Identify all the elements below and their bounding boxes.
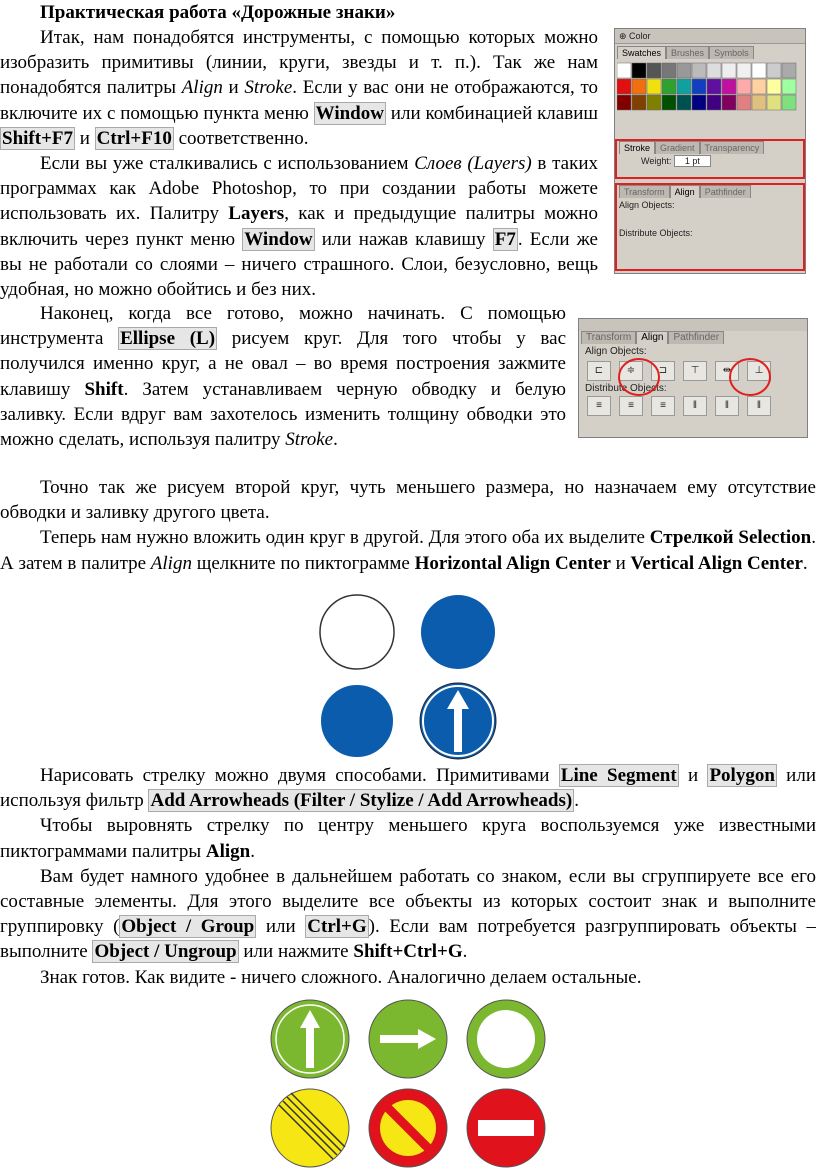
blue-circle: [421, 595, 495, 669]
palette-panel-stack: [614, 28, 806, 274]
highlight-circles: [579, 319, 807, 437]
menu-object-group: Object / Group: [121, 916, 255, 938]
tab-symbols[interactable]: Symbols: [709, 46, 754, 59]
tab-align-large[interactable]: Align: [636, 331, 668, 344]
tab-brushes[interactable]: Brushes: [666, 46, 709, 59]
swatch[interactable]: [767, 95, 781, 110]
vertical-align-center-icon[interactable]: ⇹: [715, 361, 739, 381]
swatch[interactable]: [737, 79, 751, 94]
tab-pathfinder[interactable]: Pathfinder: [700, 185, 751, 198]
swatch[interactable]: [767, 63, 781, 78]
stroke-tabs: [617, 141, 803, 154]
green-arrow-right-sign: [369, 1000, 447, 1078]
swatch[interactable]: [722, 63, 736, 78]
tab-transform[interactable]: Transform: [619, 185, 670, 198]
sign-construction-figure: [316, 590, 500, 762]
swatch[interactable]: [632, 79, 646, 94]
shortcut-ctrl-f10: Ctrl+F10: [96, 127, 172, 149]
paragraph-1: Итак, нам понадобятся инструменты, с помощью которых можно изобразить примитивы (линии, круги, звезды и т. п.). Так же нам понадобятся палитры Align и Stroke. Если у вас они не отображаются, то включите их с помощью пункта меню Window или комбинацией клавиш Shift+F7 и Ctrl+F10 соответственно. Если вы уже сталкивались с использованием Слоев (Layers) в таких программах как Adobe Photoshop, то при создании работы можете использовать их. Палитру Layers, как и предыдущие палитры можно включить через пункт меню Window или нажав клавишу F7 . Если же вы не работали со слоями – ничего страшного. Слои, безусловно, вещь удобная, но можно обойтись и без них.: [0, 27, 598, 301]
tab-align[interactable]: Align: [670, 185, 700, 198]
page-title: Практическая работа «Дорожные знаки»: [40, 2, 396, 23]
red-no-entry-sign: [467, 1089, 545, 1167]
swatch[interactable]: [767, 79, 781, 94]
align-bottom-icon[interactable]: ⊥: [747, 361, 771, 381]
swatch[interactable]: [662, 79, 676, 94]
shortcut-ctrl-g: Ctrl+G: [307, 916, 367, 938]
menu-window-2: Window: [244, 228, 313, 250]
align-objects-label: Align Objects:: [619, 200, 675, 210]
swatch[interactable]: [752, 95, 766, 110]
align-panel-large: [578, 318, 808, 438]
swatch[interactable]: [737, 95, 751, 110]
swatch[interactable]: [707, 79, 721, 94]
align-tabs-small: [617, 185, 803, 198]
swatch[interactable]: [707, 63, 721, 78]
weight-label: Weight:: [641, 156, 672, 166]
swatch[interactable]: [647, 79, 661, 94]
horizontal-align-center-icon[interactable]: ≑: [619, 361, 643, 381]
swatches-tabs: [615, 46, 805, 59]
blue-circle-outlined: [320, 684, 394, 758]
tab-transform-large[interactable]: Transform: [581, 331, 636, 344]
yellow-end-restriction-sign: [271, 1089, 349, 1167]
swatch[interactable]: [707, 95, 721, 110]
align-objects-label-large: Align Objects:: [585, 346, 647, 357]
swatch[interactable]: [662, 63, 676, 78]
swatch[interactable]: [782, 79, 796, 94]
blue-arrow-sign: [420, 683, 496, 759]
tab-stroke[interactable]: Stroke: [619, 141, 655, 154]
tool-ellipse: Ellipse (L): [120, 328, 216, 350]
align-panel-small: [615, 183, 805, 271]
swatch[interactable]: [737, 63, 751, 78]
swatch[interactable]: [677, 79, 691, 94]
swatch[interactable]: [722, 79, 736, 94]
swatch[interactable]: [752, 79, 766, 94]
distribute-hcenter-icon[interactable]: ‖: [715, 396, 739, 416]
weight-input[interactable]: 1 pt: [674, 155, 711, 167]
swatch[interactable]: [632, 63, 646, 78]
swatch[interactable]: [617, 95, 631, 110]
align-right-icon[interactable]: ⊐: [651, 361, 675, 381]
shortcut-shift-f7: Shift+F7: [2, 127, 73, 149]
tab-gradient[interactable]: Gradient: [655, 141, 700, 154]
key-f7: F7: [494, 228, 516, 250]
swatch[interactable]: [632, 95, 646, 110]
tool-polygon: Polygon: [709, 765, 775, 786]
swatch[interactable]: [617, 79, 631, 94]
tab-pathfinder-large[interactable]: Pathfinder: [668, 331, 724, 344]
red-prohibition-sign: [369, 1089, 447, 1167]
swatch[interactable]: [692, 63, 706, 78]
swatch[interactable]: [692, 95, 706, 110]
swatch[interactable]: [692, 79, 706, 94]
swatch[interactable]: [782, 95, 796, 110]
swatch[interactable]: [752, 63, 766, 78]
green-arrow-up-sign: [271, 1000, 349, 1078]
swatch[interactable]: [677, 95, 691, 110]
stroke-panel: [615, 139, 805, 179]
paragraph-6-9: Нарисовать стрелку можно двумя способами. Примитивами Line Segment и Polygon или используя фильтр Add Arrowheads (Filter / Stylize / Add Arrowheads) . Чтобы выровнять стрелку по центру меньшего круга воспользуемся уже известными пиктограммами палитры Align. Вам будет намного удобнее в дальнейшем работать со знаком, если вы сгруппируете все его составные элементы. Для этого выделите все объекты из которых состоит знак и выполните группировку ( Object / Group или Ctrl+G ). Если вам потребуется разгруппировать объекты – выполните Object / Ungroup или нажмите Shift+Ctrl+G. Знак готов. Как видите - ничего сложного. Аналогично делаем остальные.: [0, 765, 816, 988]
swatch-grid[interactable]: [617, 61, 801, 133]
swatch[interactable]: [722, 95, 736, 110]
paragraph-3: Наконец, когда все готово, можно начинать. С помощью инструмента Ellipse (L) рисуем круг. Для того чтобы у вас получился именно круг, а не овал – во время построения зажмите клавишу Shift. Затем устанавливаем черную обводку и белую заливку. Если вдруг вам захотелось изменить толщину обводки это можно сделать, используя палитру Stroke.: [0, 303, 566, 451]
swatch[interactable]: [647, 95, 661, 110]
distribute-objects-label: Distribute Objects:: [619, 228, 693, 238]
distribute-left-icon[interactable]: ‖: [683, 396, 707, 416]
align-top-icon[interactable]: ⊤: [683, 361, 707, 381]
paragraph-4-5: Точно так же рисуем второй круг, чуть меньшего размера, но назначаем ему отсутствие обводки и заливку другого цвета. Теперь нам нужно вложить один круг в другой. Для этого оба их выделите Стрелкой Selection. А затем в палитре Align щелкните по пиктограмме Horizontal Align Center и Vertical Align Center.: [0, 477, 816, 574]
distribute-vcenter-icon[interactable]: ≡: [619, 396, 643, 416]
white-circle: [320, 595, 394, 669]
align-left-icon[interactable]: ⊏: [587, 361, 611, 381]
green-ring-sign: [467, 1000, 545, 1078]
swatch[interactable]: [677, 63, 691, 78]
tab-swatches[interactable]: Swatches: [617, 46, 666, 59]
distribute-objects-label-large: Distribute Objects:: [585, 383, 667, 394]
final-signs: [262, 996, 562, 1169]
swatch[interactable]: [647, 63, 661, 78]
menu-object-ungroup: Object / Ungroup: [94, 941, 237, 963]
filter-add-arrowheads: Add Arrowheads (Filter / Stylize / Add Arrowheads): [150, 790, 573, 812]
distribute-right-icon[interactable]: ‖: [747, 396, 771, 416]
menu-window: Window: [315, 102, 384, 124]
tab-transparency[interactable]: Transparency: [700, 141, 765, 154]
tool-line-segment: Line Segment: [560, 765, 677, 786]
distribute-top-icon[interactable]: ≡: [587, 396, 611, 416]
color-tab-row: ⊕ Color: [615, 29, 805, 44]
swatch[interactable]: [662, 95, 676, 110]
distribute-bottom-icon[interactable]: ≡: [651, 396, 675, 416]
swatch[interactable]: [782, 63, 796, 78]
swatch[interactable]: [617, 63, 631, 78]
